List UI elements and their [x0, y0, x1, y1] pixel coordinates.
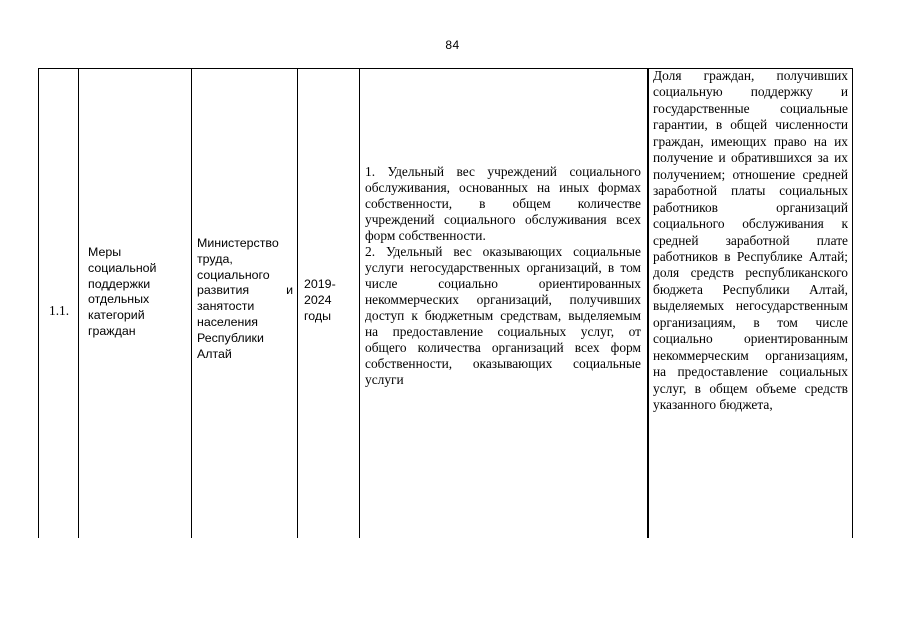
table-left-border: [38, 68, 39, 538]
measure-cell: Меры социальной поддержки отдельных категорий граждан: [88, 245, 157, 338]
indicator-2: 2. Удельный вес оказывающих социальные услуги негосударственных организаций, в том числе социально ориентированных некоммерческих организаций, получивших доступ к бюджетным средствам, выделяемым на предоставление социальных услуг, от общего количества организаций всех форм собственности, оказывающих социальные услуги: [365, 244, 641, 387]
column-divider: [191, 68, 192, 538]
table: [38, 68, 853, 538]
results-cell: Доля граждан, получивших социальную поддержку и государственные социальные гарантии, в общей численности граждан, имеющих право на их получение и обратившихся за их получением; отношение средней заработной платы социальных работников организаций социального обслуживания к средней заработной плате работников в Республике Алтай; доля средств республиканского бюджета Республики Алтай, выделяемых негосударственным организациям, в том числе социально ориентированным некоммерческим организациям, на предоставление социальных услуг, в общем объеме средств указанного бюджета,: [653, 68, 848, 413]
column-divider: [297, 68, 298, 538]
period-cell: 2019-2024 годы: [304, 277, 336, 323]
row-code-cell: 1.1.: [49, 303, 70, 318]
page-number: 84: [445, 38, 460, 52]
column-divider: [359, 68, 360, 538]
column-divider: [647, 68, 649, 538]
executor-cell: Министерство труда, социального развития и занятости населения Республики Алтай: [197, 236, 293, 361]
indicators-cell: [365, 164, 641, 388]
indicator-1: 1. Удельный вес учреждений социального обслуживания, основанных на иных формах собственности, в общем количестве учреждений социального обслуживания всех форм собственности.: [365, 164, 641, 243]
table-right-border: [852, 68, 853, 538]
